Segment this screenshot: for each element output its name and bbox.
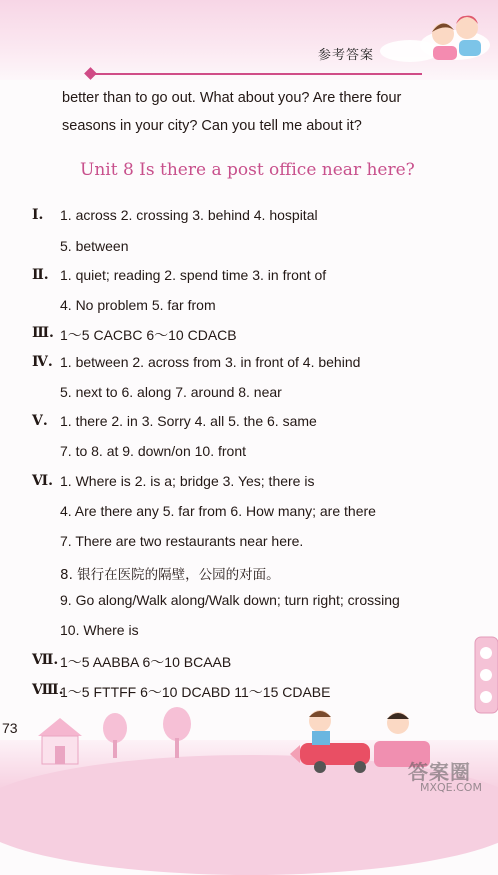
answer-line: 1～5 FTTFF 6～10 DCABD 11～15 CDABE	[60, 684, 331, 700]
answer-line: 9. Go along/Walk along/Walk down; turn right; crossing	[60, 592, 400, 608]
section-numeral: Ⅲ.	[32, 325, 54, 341]
section-numeral: Ⅷ.	[32, 682, 64, 698]
answer-line: 1. there 2. in 3. Sorry 4. all 5. the 6. same	[60, 413, 317, 429]
answer-line: 1～5 CACBC 6～10 CDACB	[60, 327, 237, 343]
section-numeral: Ⅱ.	[32, 267, 49, 283]
intro-line: better than to go out. What about you? Are there four	[62, 90, 402, 106]
watermark-url: MXQE.COM	[420, 781, 482, 794]
header-title: 参考答案	[318, 48, 375, 63]
tree-icon	[160, 706, 194, 760]
answer-line: 4. No problem 5. far from	[60, 297, 216, 313]
page-number: 73	[2, 720, 18, 736]
answer-line: 1. between 2. across from 3. in front of 4. behind	[60, 354, 361, 370]
kids-illustration	[415, 8, 495, 68]
answer-line: 1. quiet; reading 2. spend time 3. in front of	[60, 267, 327, 283]
house-icon	[30, 708, 90, 768]
answer-line: 7. There are two restaurants near here.	[60, 533, 304, 549]
watermark-logo: 答案圈	[408, 760, 471, 784]
section-numeral: Ⅵ.	[32, 473, 53, 489]
answer-line: 1. Where is 2. is a; bridge 3. Yes; there is	[60, 473, 315, 489]
section-numeral: Ⅴ.	[32, 413, 48, 429]
section-numeral: Ⅶ.	[32, 652, 59, 668]
answer-line: 5. between	[60, 238, 129, 254]
answer-line: 8. 银行在医院的隔壁，公园的对面。	[60, 567, 280, 583]
answer-line: 1. across 2. crossing 3. behind 4. hospital	[60, 207, 318, 223]
answer-line: 5. next to 6. along 7. around 8. near	[60, 384, 282, 400]
traffic-light-icon	[473, 635, 498, 715]
answer-line: 10. Where is	[60, 622, 139, 638]
tree-icon	[100, 712, 130, 760]
unit-title: Unit 8 Is there a post office near here?	[80, 160, 415, 180]
section-numeral: Ⅰ.	[32, 207, 44, 223]
header-rule	[92, 73, 422, 75]
section-numeral: Ⅳ.	[32, 354, 53, 370]
answer-line: 7. to 8. at 9. down/on 10. front	[60, 443, 247, 459]
answer-line: 1～5 AABBA 6～10 BCAAB	[60, 654, 232, 670]
intro-line: seasons in your city? Can you tell me about it?	[62, 118, 362, 134]
answer-line: 4. Are there any 5. far from 6. How many; are there	[60, 503, 376, 519]
